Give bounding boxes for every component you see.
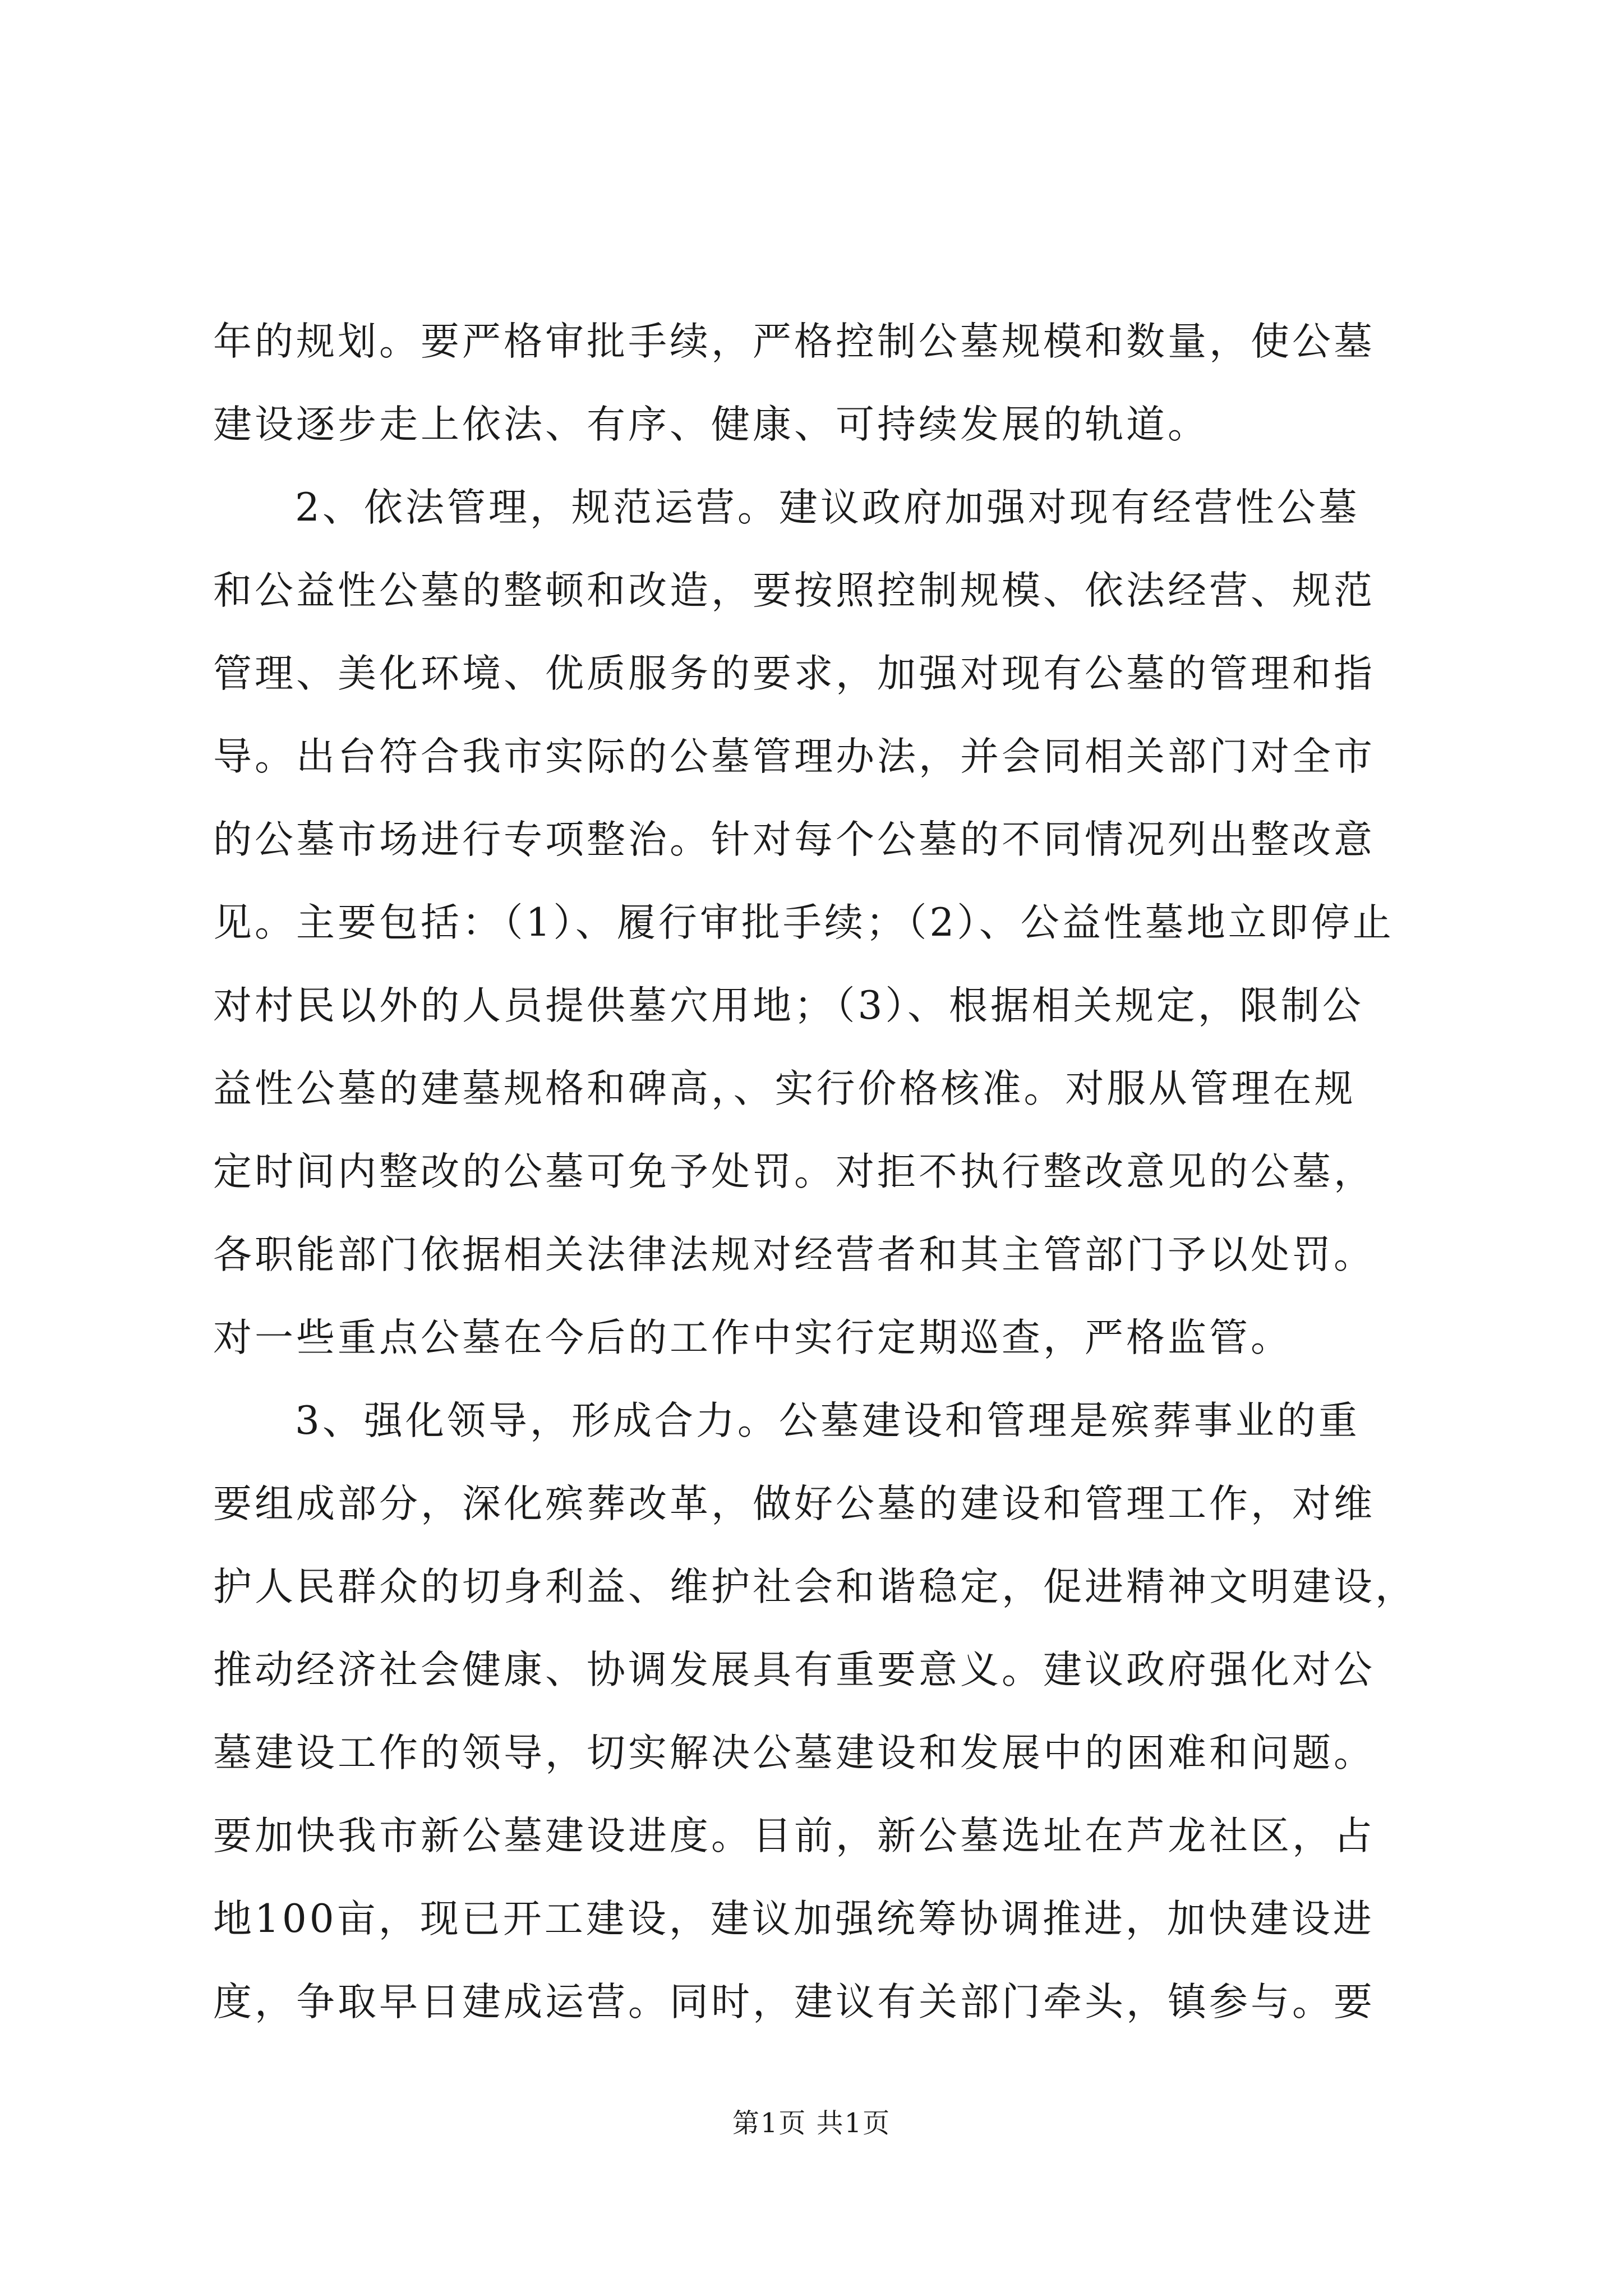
- text-line: 建设逐步走上依法、有序、健康、可持续发展的轨道。: [213, 402, 1209, 447]
- text-line: 定时间内整改的公墓可免予处罚。对拒不执行整改意见的公墓，: [213, 1149, 1375, 1194]
- text-line: 的公墓市场进行专项整治。针对每个公墓的不同情况列出整改意: [213, 817, 1375, 862]
- text-line: 导。出台符合我市实际的公墓管理办法，并会同相关部门对全市: [213, 734, 1375, 779]
- text-line: 地100亩，现已开工建设，建议加强统筹协调推进，加快建设进: [213, 1897, 1375, 1941]
- text-line: 要加快我市新公墓建设进度。目前，新公墓选址在芦龙社区，占: [213, 1814, 1375, 1858]
- text-line: 年的规划。要严格审批手续，严格控制公墓规模和数量，使公墓: [213, 319, 1375, 364]
- text-line: 见。主要包括：（1）、履行审批手续；（2）、公益性墓地立即停止: [213, 900, 1394, 945]
- page-footer: [0, 2106, 1623, 2140]
- paragraph-start-line: 3、强化领导，形成合力。公墓建设和管理是殡葬事业的重: [295, 1398, 1360, 1443]
- text-line: 墓建设工作的领导，切实解决公墓建设和发展中的困难和问题。: [213, 1731, 1375, 1775]
- text-line: 推动经济社会健康、协调发展具有重要意义。建议政府强化对公: [213, 1648, 1375, 1692]
- page-number-label: 第1页 共1页: [732, 2108, 891, 2139]
- text-line: 度，争取早日建成运营。同时，建议有关部门牵头，镇参与。要: [213, 1980, 1375, 2024]
- document-body: [213, 300, 1419, 2044]
- text-line: 对村民以外的人员提供墓穴用地；（3）、根据相关规定，限制公: [213, 983, 1364, 1028]
- text-line: 要组成部分，深化殡葬改革，做好公墓的建设和管理工作，对维: [213, 1481, 1375, 1526]
- text-line: 护人民群众的切身利益、维护社会和谐稳定，促进精神文明建设，: [213, 1565, 1417, 1609]
- text-line: 对一些重点公墓在今后的工作中实行定期巡查，严格监管。: [213, 1315, 1292, 1360]
- text-line: 益性公墓的建墓规格和碑高，、实行价格核准。对服从管理在规: [213, 1066, 1356, 1111]
- paragraph-start-line: 2、依法管理，规范运营。建议政府加强对现有经营性公墓: [295, 485, 1360, 530]
- text-line: 和公益性公墓的整顿和改造，要按照控制规模、依法经营、规范: [213, 568, 1375, 613]
- text-line: 各职能部门依据相关法律法规对经营者和其主管部门予以处罚。: [213, 1232, 1375, 1277]
- text-line: 管理、美化环境、优质服务的要求，加强对现有公墓的管理和指: [213, 651, 1375, 696]
